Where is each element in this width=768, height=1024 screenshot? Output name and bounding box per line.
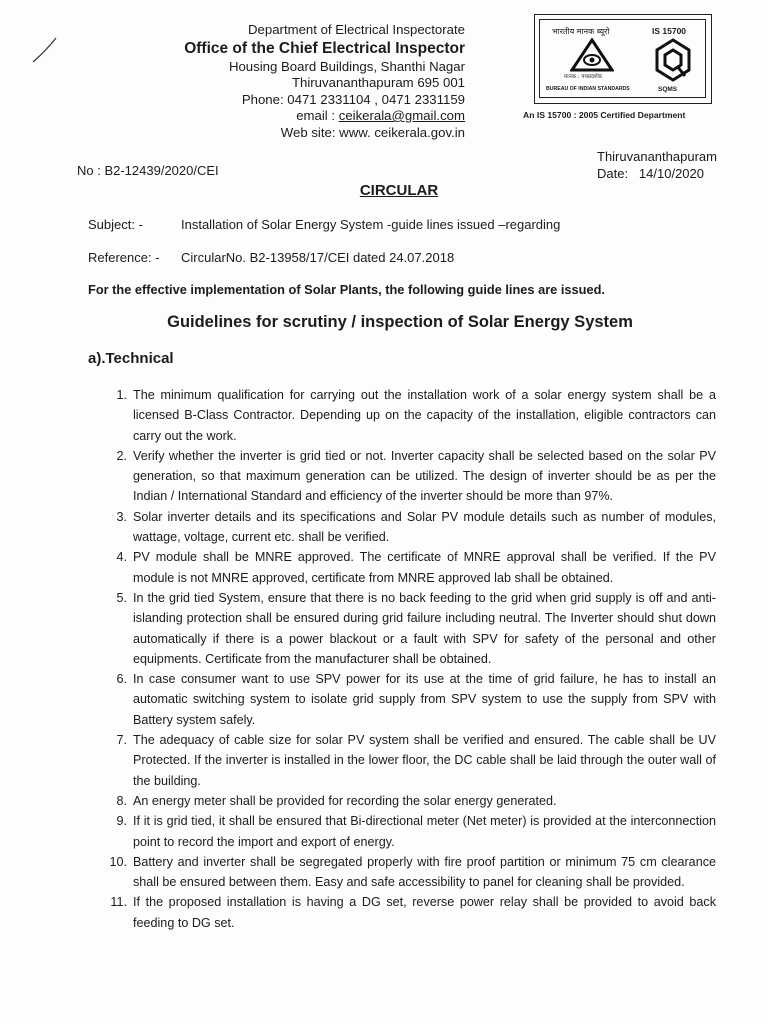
office-name: Office of the Chief Electrical Inspector (184, 39, 465, 57)
bis-certification-logo (534, 14, 712, 104)
item-text: The adequacy of cable size for solar PV system shall be verified and ensured. The cable shall be UV Protected. If the inverter is installed in the lower floor, the DC cable shall be laid through the outer wall of the building. (133, 733, 716, 788)
list-item (100, 811, 716, 852)
logo-standard-text: IS 15700 (652, 26, 687, 36)
guidelines-title: Guidelines for scrutiny / inspection of Solar Energy System (167, 313, 633, 331)
logo-motto-text: मानक : पथप्रदर्शक (564, 74, 602, 80)
email-line (45, 108, 465, 125)
address-line-1: Housing Board Buildings, Shanthi Nagar (228, 58, 465, 74)
list-item (100, 730, 716, 791)
list-item (100, 791, 716, 811)
item-text: In case consumer want to use SPV power for its use at the time of grid failure, he has to install an automatic switching system to isolate grid supply from SPV system to use the supply from SPV with Battery system safely. (133, 672, 716, 727)
list-item (100, 852, 716, 893)
item-number: 8. (116, 793, 127, 808)
item-text: The minimum qualification for carrying out the installation work of a solar energy system shall be a licensed B-Class Contractor. Depending up on the capacity of the installation, eligible contractors can carry out the work. (133, 388, 716, 443)
place-name: Thiruvananthapuram (597, 149, 717, 164)
certification-note: An IS 15700 : 2005 Certified Department (523, 110, 686, 120)
item-text: Verify whether the inverter is grid tied or not. Inverter capacity shall be selected based on the solar PV generation, so that maximum generation can be utilized. The design of inverter should be as per the Indian / International Standard and efficiency of the inverter should be more than 97%. (133, 448, 716, 504)
logo-inner-frame (539, 19, 706, 98)
item-number: 7. (116, 733, 127, 748)
phone-numbers: Phone: 0471 2331104 , 0471 2331159 (241, 91, 465, 107)
item-number: 2. (116, 448, 127, 463)
list-item (100, 669, 716, 730)
item-text: Battery and inverter shall be segregated properly with fire proof partition or minimum 75 cm clearance shall be ensured between them. Easy and safe accessibility to panel for cleaning shall be provided. (133, 854, 716, 890)
item-number: 6. (116, 672, 127, 687)
place-and-date (597, 148, 717, 182)
reference-row (88, 250, 454, 265)
item-number: 9. (116, 814, 127, 829)
list-item (100, 892, 716, 933)
item-number: 5. (116, 590, 127, 605)
item-text: PV module shall be MNRE approved. The certificate of MNRE approval shall be verified. If the PV module is not MNRE approved, certificate from MNRE approved lab shall be obtained. (133, 550, 716, 585)
date-label: Date: (597, 166, 629, 181)
reference-text: CircularNo. B2-13958/17/CEI dated 24.07.2018 (181, 250, 455, 265)
item-text: An energy meter shall be provided for recording the solar energy generated. (133, 793, 557, 808)
list-item (100, 446, 716, 507)
letterhead (45, 22, 465, 141)
item-text: In the grid tied System, ensure that there is no back feeding to the grid when grid supply is off and anti-islanding protection shall be ensured during grid failure including neutral. The Inverter should shut down automatically if there is a power blackout or a fault with SPV for safety of the personal and other equipments. Certificate from the manufacturer shall be obtained. (133, 590, 716, 666)
sqms-mark-icon (655, 38, 691, 82)
list-item (100, 507, 716, 548)
circular-number: No : B2-12439/2020/CEI (77, 163, 219, 178)
list-item (100, 385, 716, 446)
circular-title: CIRCULAR (359, 182, 439, 199)
bis-emblem-icon (570, 38, 614, 72)
logo-bis-text: BUREAU OF INDIAN STANDARDS (546, 86, 630, 92)
subject-label: Subject: - (88, 217, 143, 232)
item-number: 11. (110, 895, 127, 910)
list-item (100, 588, 716, 669)
email-link[interactable]: ceikerala@gmail.com (338, 108, 465, 123)
reference-label: Reference: - (88, 250, 160, 265)
item-number: 4. (116, 550, 127, 565)
website-line: Web site: www. ceikerala.gov.in (280, 124, 465, 140)
list-item (100, 547, 716, 588)
item-text: If it is grid tied, it shall be ensured that Bi-directional meter (Net meter) is provided at the interconnection point to record the import and export of energy. (133, 814, 716, 849)
date-value: 14/10/2020 (638, 166, 704, 181)
circular-heading (0, 182, 768, 199)
department-name: Department of Electrical Inspectorate (248, 22, 465, 37)
subject-row (88, 217, 560, 232)
address-line-2: Thiruvananthapuram 695 001 (291, 75, 465, 90)
item-number: 3. (116, 509, 127, 524)
section-heading-technical: a).Technical (88, 350, 174, 367)
logo-sqms-text: SQMS (658, 86, 678, 93)
date-line (597, 165, 717, 182)
email-label: email : (296, 108, 339, 123)
item-text: If the proposed installation is having a DG set, reverse power relay shall be provided to avoid back feeding to DG set. (133, 895, 716, 930)
subject-text: Installation of Solar Energy System -guide lines issued –regarding (181, 217, 561, 232)
guidelines-list (100, 385, 716, 933)
intro-statement: For the effective implementation of Solar Plants, the following guide lines are issued. (88, 282, 605, 297)
logo-hindi-text: भारतीय मानक ब्यूरो (552, 27, 610, 36)
item-number: 1. (116, 388, 127, 402)
item-text: Solar inverter details and its specifications and Solar PV module details such as number of modules, wattage, voltage, current etc. shall be verified. (133, 509, 716, 545)
item-number: 10. (109, 854, 127, 869)
